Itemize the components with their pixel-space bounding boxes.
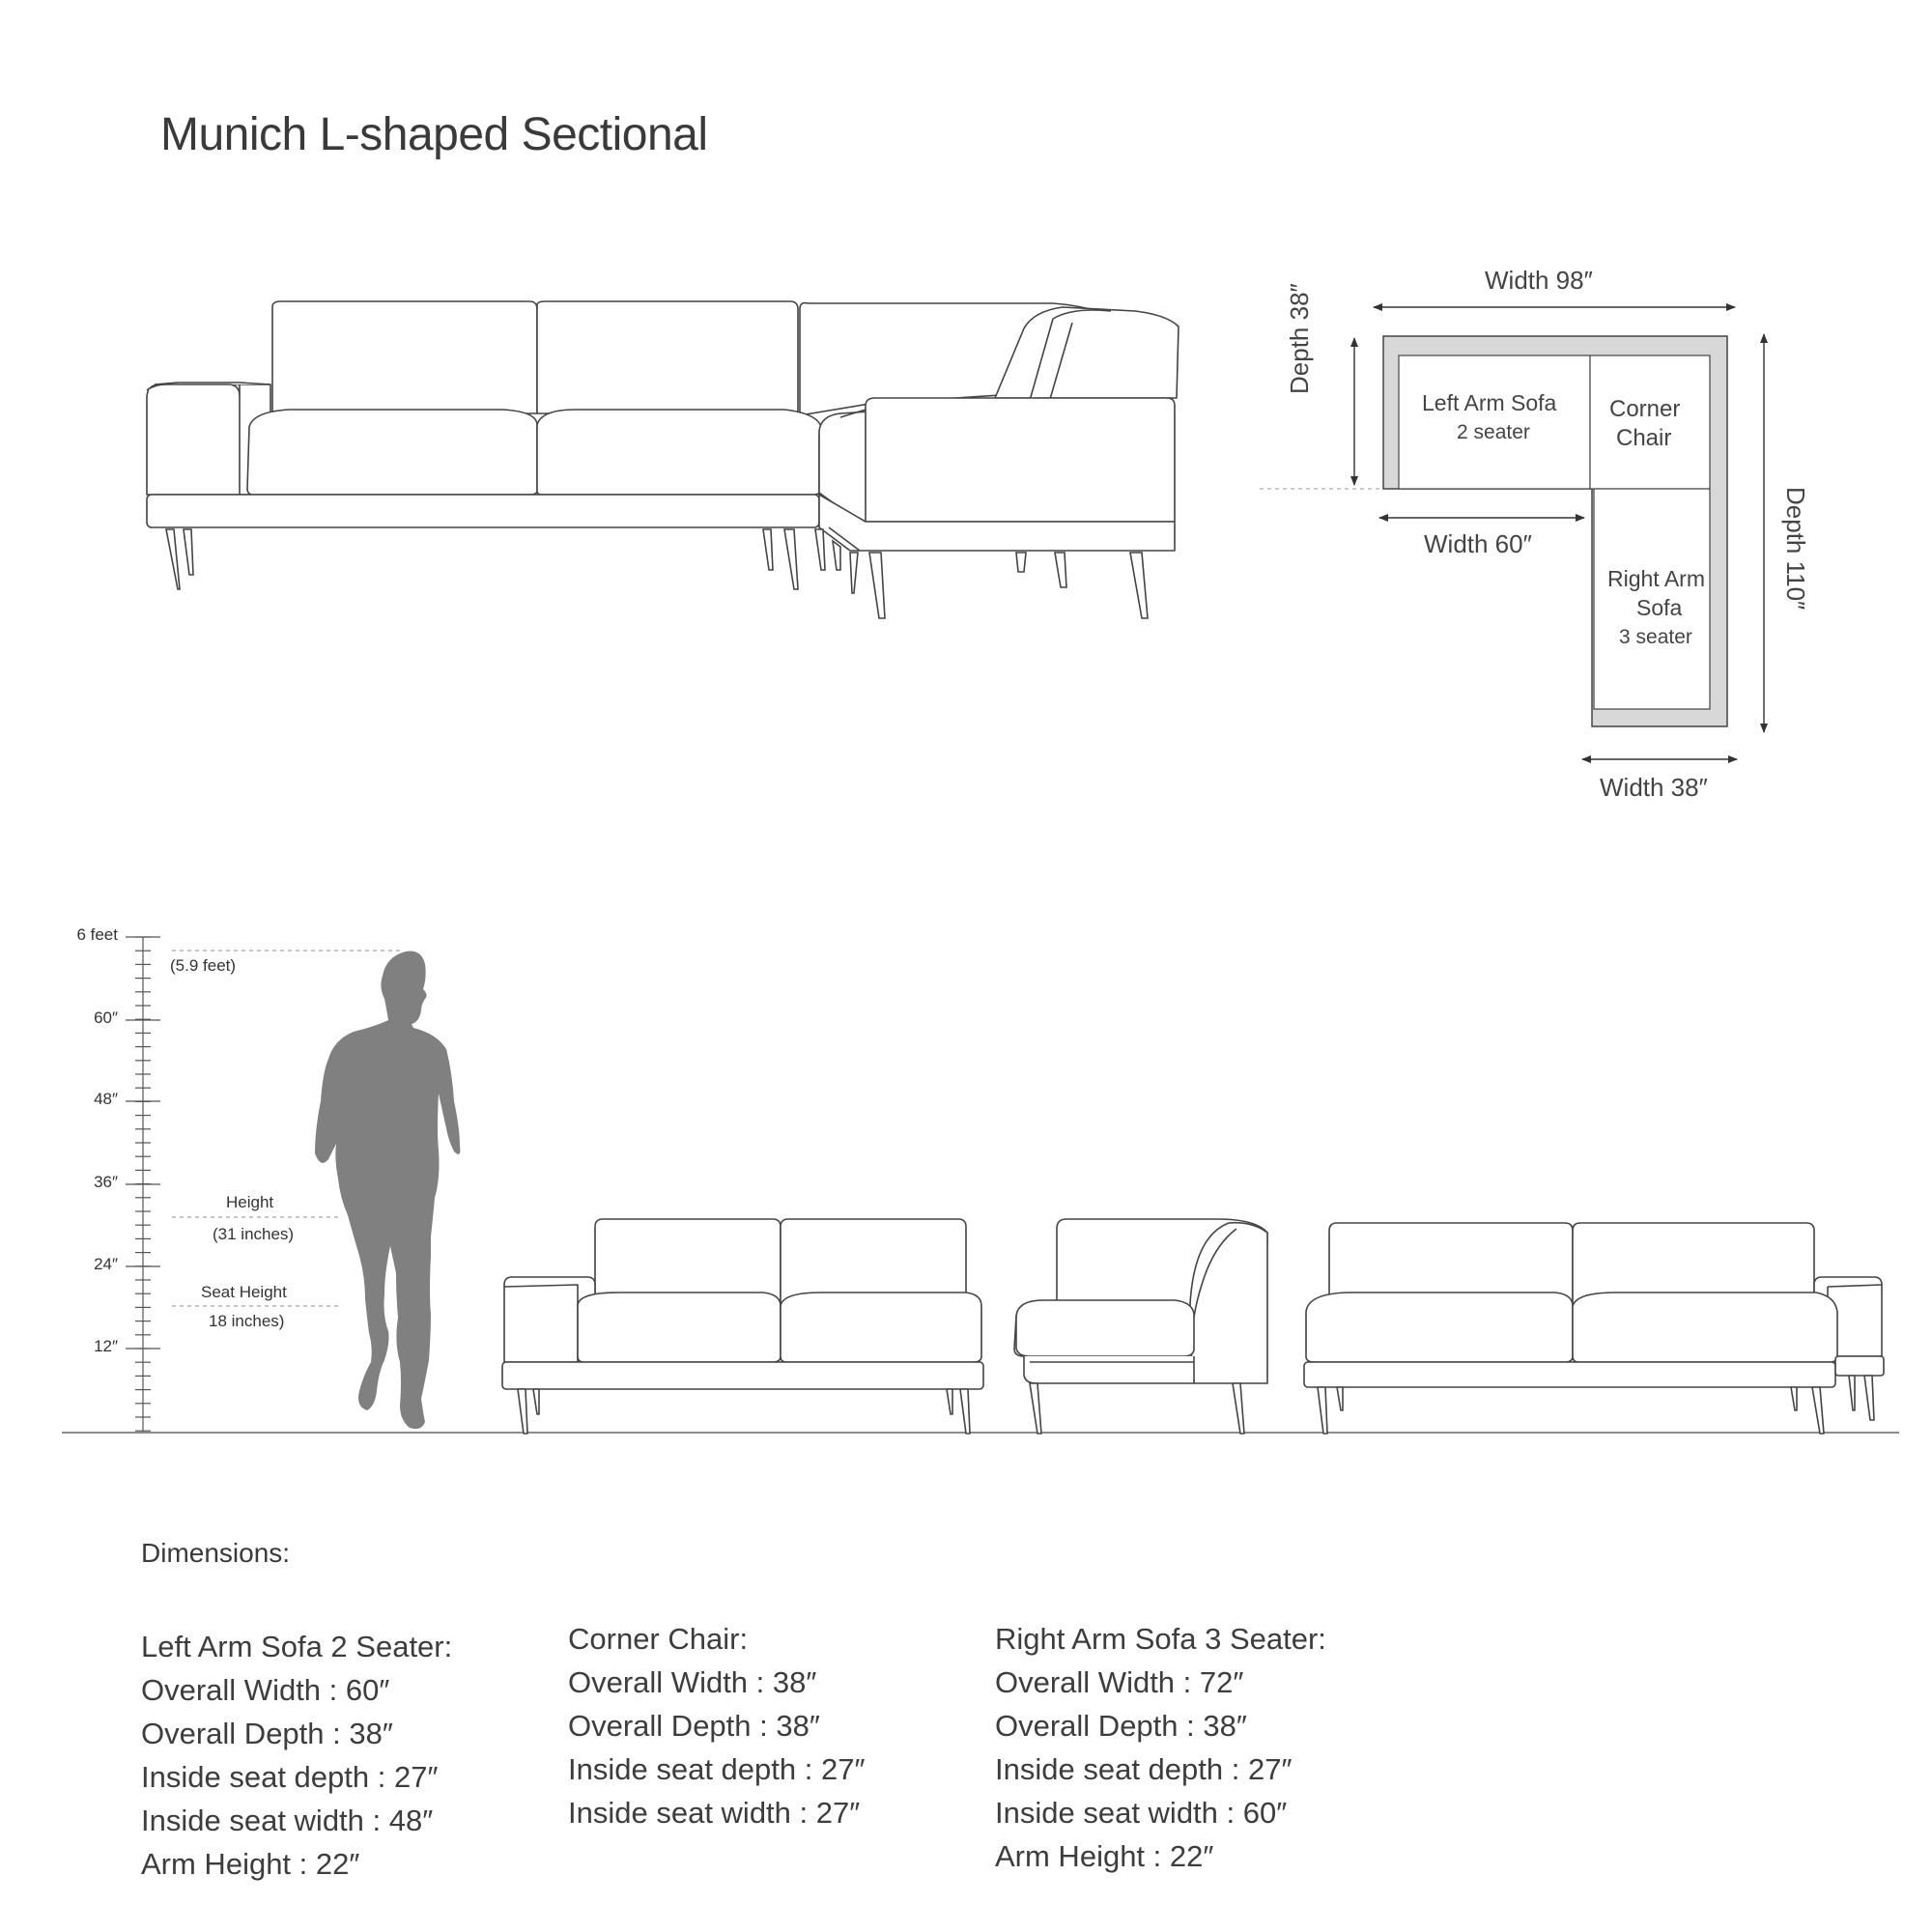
elevation-right-arm-sofa (1304, 1223, 1884, 1434)
ruler-label-60: 60″ (94, 1009, 118, 1027)
ruler-label-12: 12″ (94, 1337, 118, 1355)
back-cushion-middle (537, 301, 798, 413)
seat-cushion-left (247, 410, 537, 495)
seat-height-value: 18 inches) (209, 1312, 285, 1330)
spec-corner-line: Inside seat depth : 27″ (568, 1752, 866, 1786)
spec-corner-line: Overall Width : 38″ (568, 1665, 817, 1699)
spec-right-arm-title: Right Arm Sofa 3 Seater: (995, 1622, 1326, 1656)
plan-left-arm-label-2: 2 seater (1457, 421, 1530, 443)
person-height-note: (5.9 feet) (170, 956, 237, 975)
spec-right-arm-sofa (995, 1617, 1326, 1878)
plan-corner-label-2: Chair (1616, 425, 1672, 451)
spec-left-arm-line: Inside seat width : 48″ (141, 1804, 434, 1837)
spec-left-arm-line: Overall Width : 60″ (141, 1673, 390, 1707)
spec-corner-line: Inside seat width : 27″ (568, 1796, 861, 1830)
seat-cushion-middle (537, 410, 821, 495)
spec-left-arm-sofa (141, 1625, 452, 1886)
plan-right-arm-label-2: Sofa (1636, 595, 1683, 620)
ruler-label-48: 48″ (94, 1090, 118, 1108)
spec-corner-chair (568, 1617, 865, 1834)
plan-depth-right-label: Depth 110″ (1781, 487, 1810, 611)
spec-left-arm-line: Arm Height : 22″ (141, 1847, 360, 1881)
page-title: Munich L-shaped Sectional (160, 109, 708, 160)
plan-depth-left-label: Depth 38″ (1285, 283, 1314, 394)
sofa-height-value: (31 inches) (213, 1225, 295, 1243)
back-cushion-left (272, 301, 537, 413)
spec-right-arm-line: Inside seat width : 60″ (995, 1796, 1288, 1830)
spec-right-arm-line: Overall Width : 72″ (995, 1665, 1244, 1699)
person-silhouette (315, 952, 460, 1430)
plan-width-top-label: Width 98″ (1485, 266, 1593, 295)
spec-left-arm-line: Inside seat depth : 27″ (141, 1760, 439, 1794)
sectional-perspective-drawing (147, 301, 1179, 551)
spec-left-arm-line: Overall Depth : 38″ (141, 1717, 393, 1750)
spec-corner-title: Corner Chair: (568, 1622, 749, 1656)
plan-left-arm-label-1: Left Arm Sofa (1422, 390, 1557, 415)
ruler-label-36: 36″ (94, 1173, 118, 1191)
plan-width-bottom-label: Width 38″ (1600, 773, 1708, 802)
spec-corner-line: Overall Depth : 38″ (568, 1709, 820, 1743)
elevation-left-arm-sofa (502, 1219, 983, 1434)
height-ruler (126, 937, 160, 1432)
plan-right-arm-label-1: Right Arm (1607, 566, 1705, 591)
plan-corner-label-1: Corner (1609, 396, 1681, 422)
spec-left-arm-title: Left Arm Sofa 2 Seater: (141, 1630, 453, 1663)
plan-width-mid-label: Width 60″ (1424, 529, 1532, 558)
elevation-corner-chair (1014, 1219, 1267, 1434)
spec-right-arm-line: Overall Depth : 38″ (995, 1709, 1247, 1743)
base-left (147, 495, 819, 527)
seat-height-label: Seat Height (201, 1283, 287, 1301)
ruler-label-24: 24″ (94, 1255, 118, 1273)
spec-right-arm-line: Inside seat depth : 27″ (995, 1752, 1293, 1786)
right-arm-box (866, 398, 1175, 522)
plan-right-arm-label-3: 3 seater (1619, 626, 1692, 648)
ruler-label-6ft: 6 feet (76, 925, 118, 944)
sofa-height-label: Height (226, 1193, 274, 1211)
spec-right-arm-line: Arm Height : 22″ (995, 1839, 1214, 1873)
dimensions-heading: Dimensions: (141, 1538, 291, 1568)
